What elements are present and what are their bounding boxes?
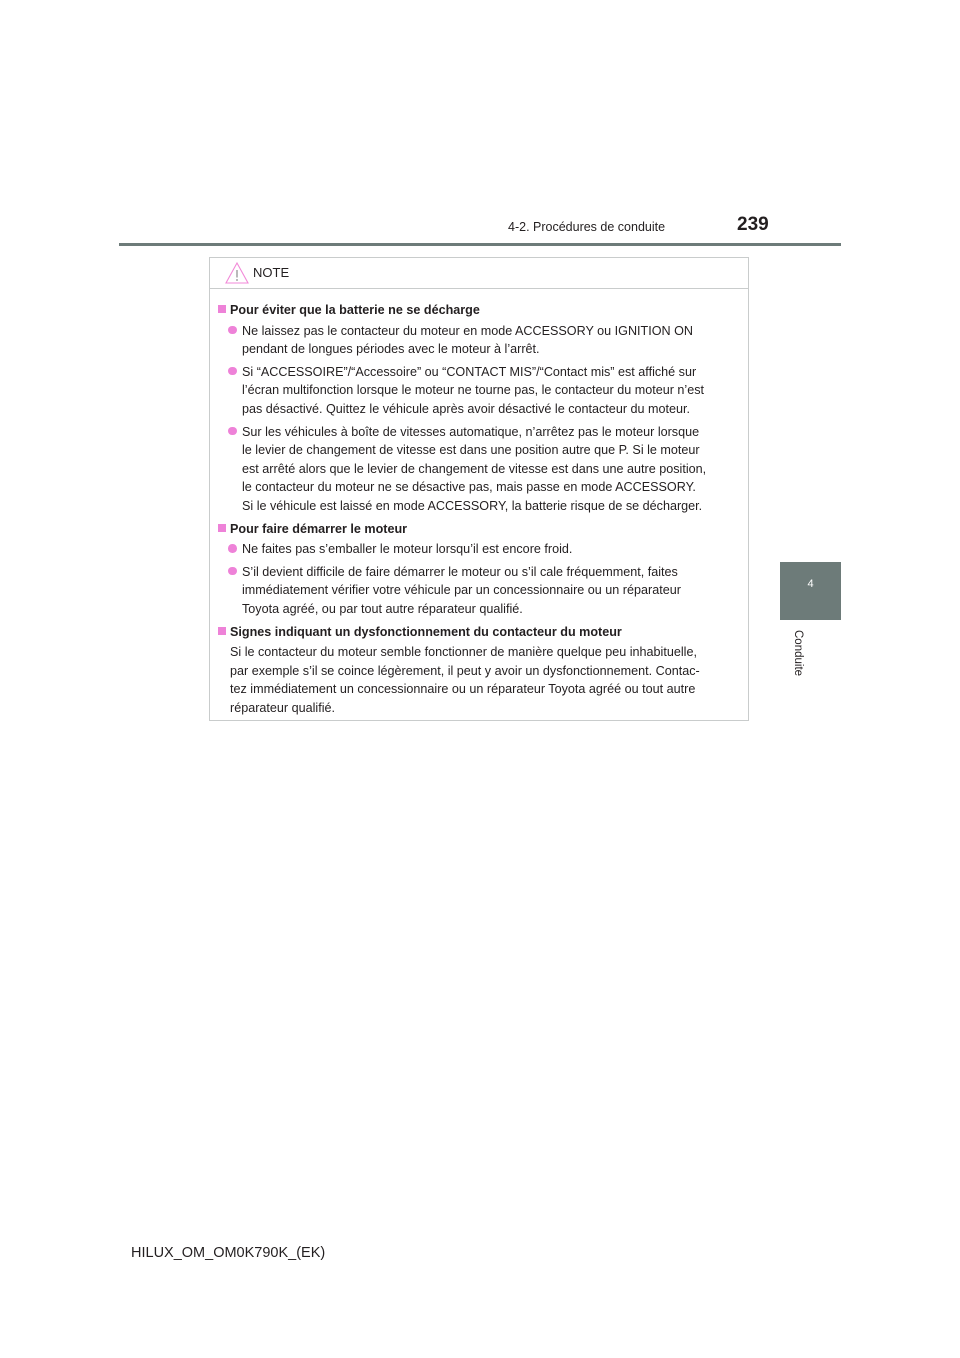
round-bullet-icon [228, 427, 237, 436]
note-body [210, 289, 748, 717]
warning-triangle-icon [224, 261, 250, 285]
section-heading [218, 520, 742, 539]
chapter-label: Conduite [792, 630, 804, 677]
document-code: HILUX_OM_OM0K790K_(EK) [131, 1245, 326, 1261]
section-paragraph [218, 643, 742, 717]
round-bullet-icon [228, 544, 237, 553]
section-heading-text: Pour faire démarrer le moteur [230, 521, 408, 536]
bullet-item [218, 540, 742, 559]
bullet-text-line: l’écran multifonction lorsque le moteur ne tourne pas, le contacteur du moteur n’est [242, 383, 705, 398]
bullet-text-line: Ne faites pas s’emballer le moteur lorsqu’il est encore froid. [242, 542, 573, 557]
bullet-item [218, 423, 742, 516]
round-bullet-icon [228, 367, 237, 376]
section-heading-text: Signes indiquant un dysfonctionnement du contacteur du moteur [230, 624, 622, 639]
header-section-title: 4-2. Procédures de conduite [508, 220, 666, 234]
note-title: NOTE [253, 265, 290, 280]
bullet-text-line: immédiatement vérifier votre véhicule par un concessionnaire ou un réparateur [242, 583, 681, 598]
bullet-text-line: pendant de longues périodes avec le moteur à l’arrêt. [242, 342, 540, 357]
section-heading-text: Pour éviter que la batterie ne se décharge [230, 303, 480, 317]
bullet-text-line: pas désactivé. Quittez le véhicule après avoir désactivé le contacteur du moteur. [242, 401, 691, 416]
note-header [210, 258, 748, 289]
bullet-text-line: Toyota agréé, ou par tout autre réparateur qualifié. [242, 601, 523, 616]
section-heading [218, 301, 742, 320]
square-bullet-icon [218, 305, 226, 313]
section-heading [218, 623, 742, 642]
round-bullet-icon [228, 567, 237, 576]
paragraph-text-line: Si le contacteur du moteur semble fonctionner de manière quelque peu inhabituelle, [230, 645, 697, 660]
page-number: 239 [737, 214, 769, 235]
bullet-text-line: est arrêté alors que le levier de changement de vitesse est dans une autre position, [242, 461, 707, 476]
bullet-text-line: le levier de changement de vitesse est dans une position autre que P. Si le moteur [242, 443, 700, 458]
paragraph-text-line: réparateur qualifié. [230, 700, 336, 715]
round-bullet-icon [228, 326, 237, 335]
bullet-item [218, 363, 742, 419]
note-box [209, 257, 749, 721]
bullet-item [218, 563, 742, 619]
square-bullet-icon [218, 524, 226, 532]
paragraph-text-line: tez immédiatement un concessionnaire ou un réparateur Toyota agréé ou tout autre [230, 682, 696, 697]
bullet-item [218, 322, 742, 359]
bullet-text-line: Si le véhicule est laissé en mode ACCESSORY, la batterie risque de se décharger. [242, 498, 703, 513]
paragraph-text-line: par exemple s’il se coince légèrement, il peut y avoir un dysfonctionnement. Contac- [230, 663, 700, 678]
chapter-tab: 4 [780, 562, 841, 620]
header-divider [119, 243, 841, 246]
square-bullet-icon [218, 627, 226, 635]
bullet-text-line: le contacteur du moteur ne se désactive pas, mais passe en mode ACCESSORY. [242, 480, 696, 495]
bullet-text-line: Sur les véhicules à boîte de vitesses automatique, n’arrêtez pas le moteur lorsque [242, 424, 700, 439]
bullet-text-line: Ne laissez pas le contacteur du moteur en mode ACCESSORY ou IGNITION ON [242, 323, 694, 338]
bullet-text-line: S’il devient difficile de faire démarrer le moteur ou s’il cale fréquemment, faites [242, 564, 678, 579]
bullet-text-line: Si “ACCESSOIRE”/“Accessoire” ou “CONTACT MIS”/“Contact mis” est affiché sur [242, 364, 697, 379]
